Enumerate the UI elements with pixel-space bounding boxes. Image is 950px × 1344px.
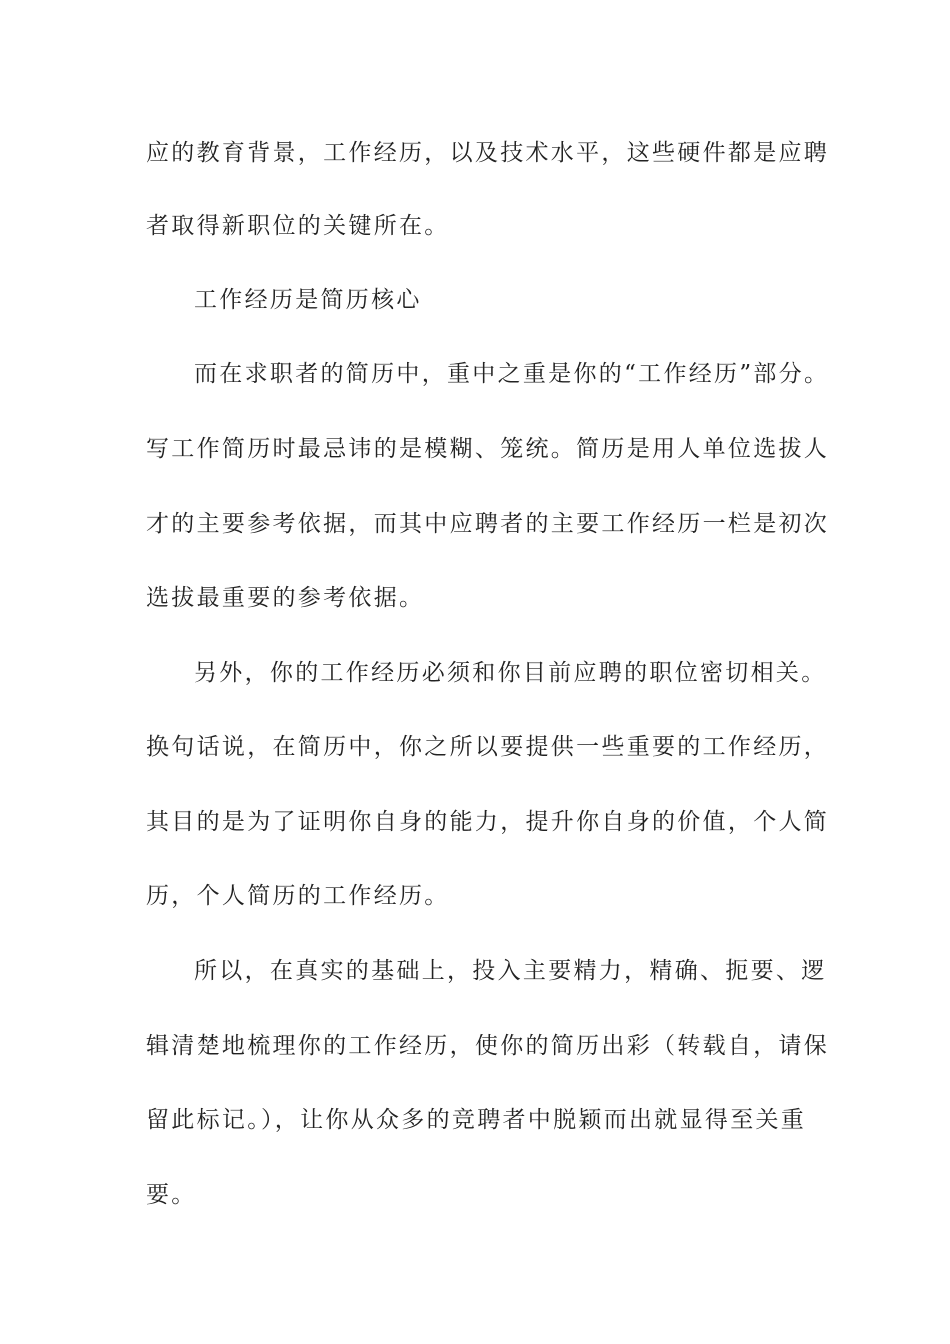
section-heading: 工作经历是简历核心 [194,287,422,313]
text-line: 要。 [146,1182,197,1208]
text-line: 者取得新职位的关键所在。 [146,213,450,239]
text-line: 应的教育背景，工作经历，以及技术水平，这些硬件都是应聘 [146,140,830,166]
text-line: 辑清楚地梳理你的工作经历，使你的简历出彩（转载自，请保 [146,1033,830,1059]
text-line: 留此标记。），让你从众多的竞聘者中脱颖而出就显得至关重 [146,1107,807,1133]
text-line: 才的主要参考依据，而其中应聘者的主要工作经历一栏是初次 [146,511,830,537]
text-line: 而在求职者的简历中，重中之重是你的“工作经历”部分。 [194,361,830,387]
text-line: 换句话说，在简历中，你之所以要提供一些重要的工作经历， [146,734,830,760]
text-line: 写工作简历时最忌讳的是模糊、笼统。简历是用人单位选拔人 [146,436,830,462]
text-line: 其目的是为了证明你自身的能力，提升你自身的价值，个人简 [146,809,830,835]
text-line: 另外，你的工作经历必须和你目前应聘的职位密切相关。 [194,660,827,686]
text-line: 所以，在真实的基础上，投入主要精力，精确、扼要、逻 [194,958,827,984]
text-line: 选拔最重要的参考依据。 [146,585,425,611]
text-line: 历，个人简历的工作经历。 [146,883,450,909]
